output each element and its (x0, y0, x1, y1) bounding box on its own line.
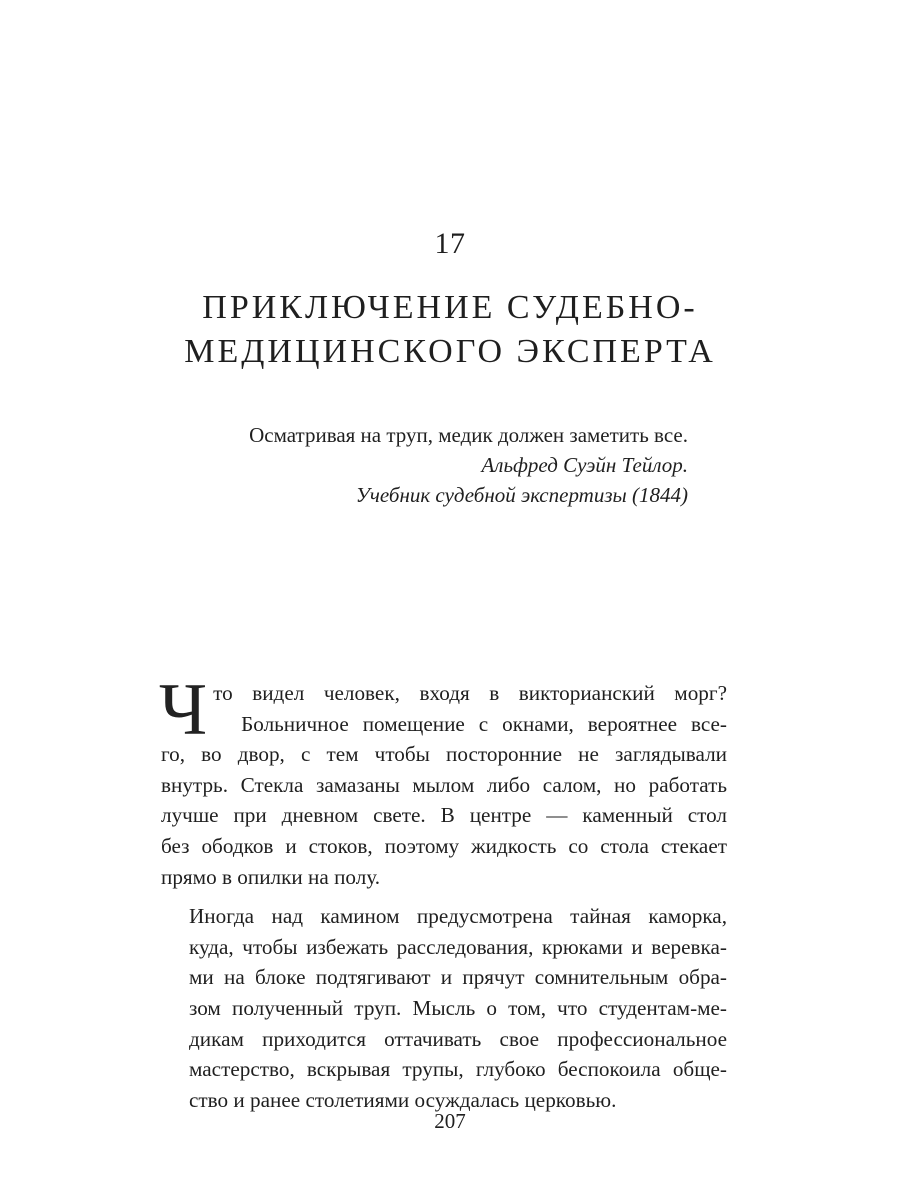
paragraph-1-line: лучше при дневном свете. В центре — каменный стол (161, 803, 727, 828)
paragraph-2-line: ство и ранее столетиями осуждалась церковью. (189, 1087, 617, 1112)
paragraph-1-line: прямо в опилки на полу. (161, 864, 381, 889)
paragraph-2-line: куда, чтобы избежать расследования, крюками и веревка- (189, 934, 727, 959)
chapter-title-line-2: МЕДИЦИНСКОГО ЭКСПЕРТА (184, 333, 716, 370)
paragraph-2-line: дикам приходится оттачивать свое профессиональное (189, 1026, 727, 1051)
paragraph-1-line: Больничное помещение с окнами, вероятнее все- (241, 711, 727, 736)
paragraph-1-line: то видел человек, входя в викторианский морг? (213, 681, 727, 705)
paragraph-1-line: го, во двор, с тем чтобы посторонние не заглядывали (161, 742, 727, 767)
paragraph-1 (159, 669, 727, 892)
epigraph-source: Учебник судебной экспертизы (1844) (355, 483, 688, 507)
paragraph-1-line: внутрь. Стекла замазаны мылом либо салом, но работать (161, 772, 727, 797)
drop-cap: Ч (159, 669, 208, 751)
paragraph-2-line: ми на блоке подтягивают и прячут сомнительным обра- (189, 965, 727, 990)
epigraph-quote: Осматривая на труп, медик должен заметить все. (249, 423, 688, 447)
body-text (159, 669, 727, 1115)
chapter-number: 17 (434, 227, 466, 260)
chapter-title-line-1: ПРИКЛЮЧЕНИЕ СУДЕБНО- (202, 289, 698, 326)
paragraph-1-line: без ободков и стоков, поэтому жидкость со стола стекает (161, 833, 727, 858)
paragraph-2-line: Иногда над камином предусмотрена тайная каморка, (189, 904, 727, 929)
epigraph-author: Альфред Суэйн Тейлор. (481, 453, 688, 477)
paragraph-2 (161, 901, 727, 1115)
paragraph-2-line: зом полученный труп. Мысль о том, что студентам-ме- (189, 995, 727, 1020)
chapter-title (100, 286, 800, 374)
epigraph (188, 420, 688, 510)
paragraph-2-line: мастерство, вскрывая трупы, глубоко беспокоила обще- (189, 1057, 727, 1082)
page-number: 207 (434, 1109, 466, 1133)
